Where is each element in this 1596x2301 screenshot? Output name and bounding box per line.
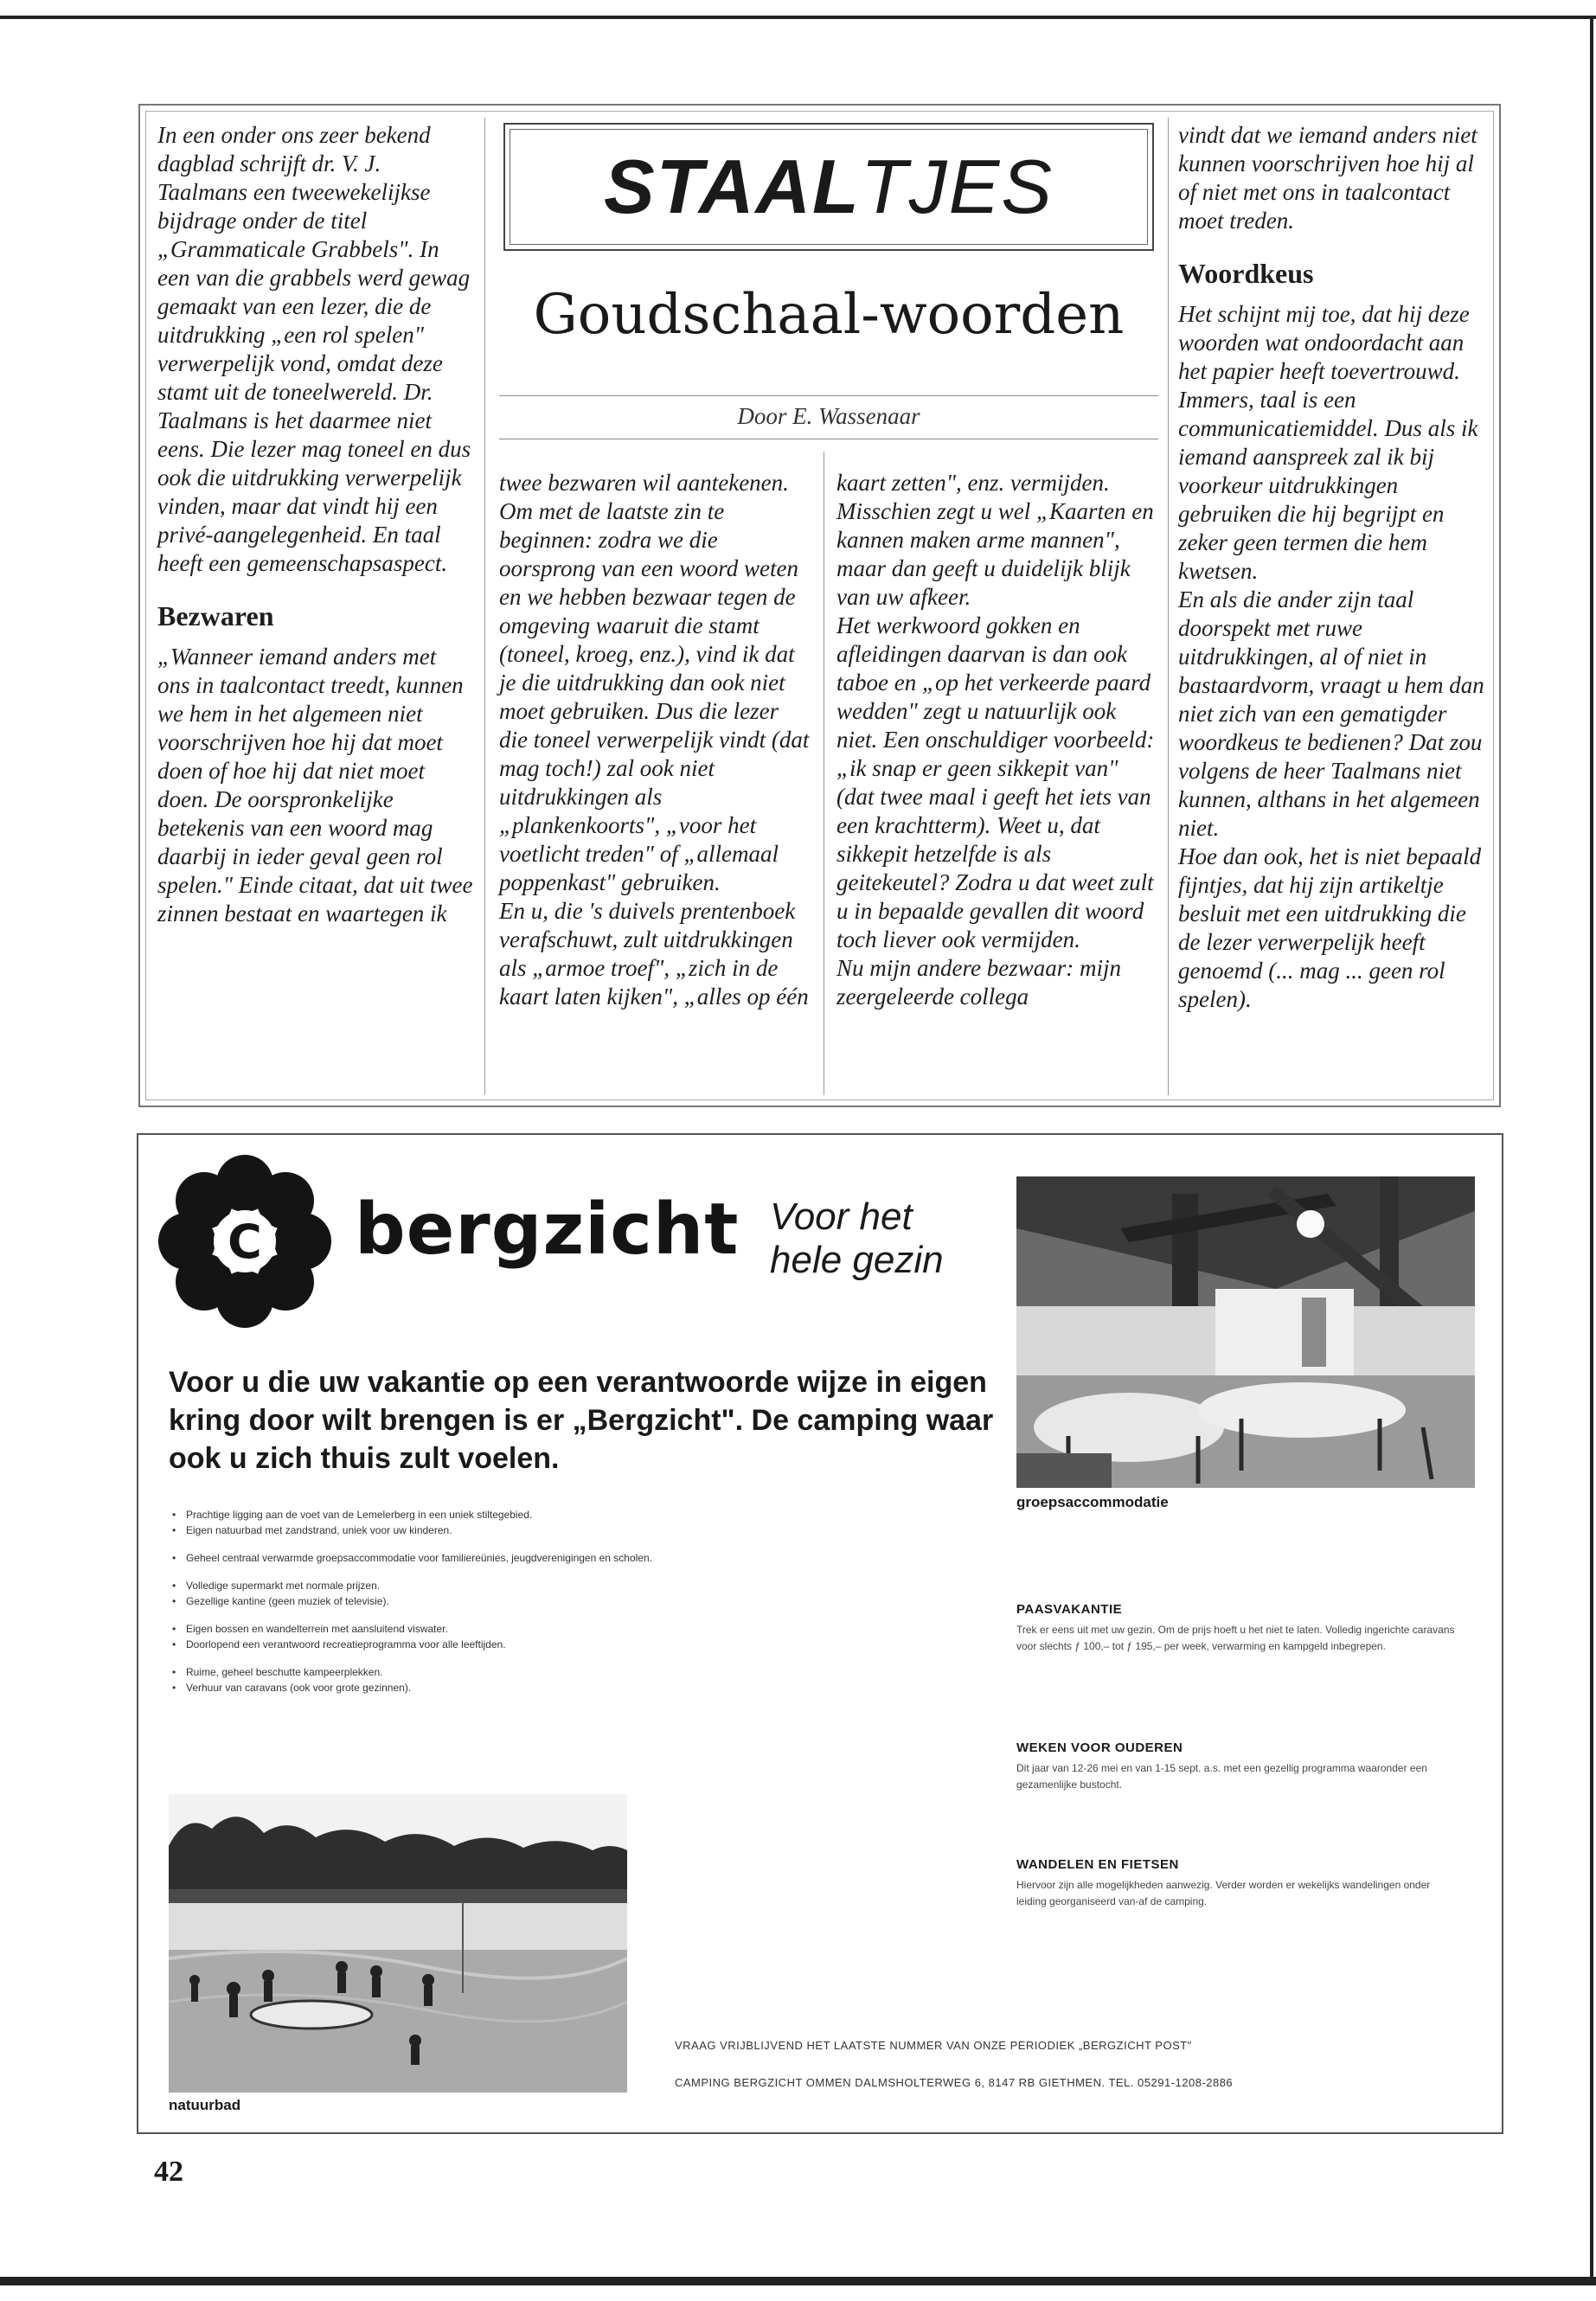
list-item: • Eigen natuurbad met zandstrand, uniek voor uw kinderen. [169, 1522, 1034, 1538]
logo-letter: C [228, 1215, 262, 1269]
bezwaren-paragraph: „Wanneer iemand anders met ons in taalcontact treedt, kunnen we hem in het algemeen niet voorschrijven hoe hij dat moet doen of hoe hij dat niet moet doen. De oorspronkelijke betekenis van een woord mag daarbij in ieder geval geen rol spelen." Einde citaat, dat uit twee zinnen bestaat en waartegen ik [157, 644, 473, 926]
bergzicht-flower-logo [154, 1150, 336, 1332]
paragraph: Het werkwoord gokken en afleidingen daarvan is dan ook taboe en „op het verkeerde paard wedden" zegt u natuurlijk ook niet. Een onschuldiger voorbeeld: „ik snap er geen sikkepit van" (dat twee maal i geeft het iets van een krachtterm). Weet u, dat sikkepit hetzelfde is als geitekeutel? Zodra u dat weet zult u in bepaalde gevallen dit woord toch liever ook vermijden. [836, 612, 1155, 952]
subheading-woordkeus: Woordkeus [1178, 258, 1314, 289]
periodical-request-line: VRAAG VRIJBLIJVEND HET LAATSTE NUMMER VAN ONZE PERIODIEK „BERGZICHT POST" [675, 2039, 1192, 2052]
list-item: • Volledige supermarkt met normale prijzen. [169, 1578, 1034, 1593]
article-column-2 [499, 469, 811, 1011]
caption-group-accommodation: groepsaccommodatie [1016, 1494, 1169, 1510]
paragraph: kaart zetten", enz. vermijden. Misschien zegt u wel „Kaarten en kannen maken arme mannen", maar dan geeft u duidelijk blijk van uw afkeer. [836, 470, 1154, 610]
article-byline: Door E. Wassenaar [499, 395, 1158, 430]
paragraph: Het schijnt mij toe, dat hij deze woorden wat ondoordacht aan het papier heeft toevertrouwd. Immers, taal is een communicatiemiddel. Dus als ik iemand aanspreek zal ik bij voorkeur uitdrukkingen gebruiken die hij begrijpt en zeker geen termen die hem kwetsen. [1178, 301, 1478, 584]
slogan: Voor het hele gezin [770, 1195, 944, 1281]
info-ouderen [1016, 1740, 1458, 1793]
article-staaltjes [138, 104, 1501, 1107]
page-edge-right [1590, 16, 1593, 2282]
article-column-3 [836, 469, 1157, 1011]
column-masthead [503, 123, 1154, 251]
group-accommodation-photo [1016, 1176, 1475, 1488]
article-headline: Goudschaal-woorden [533, 283, 1125, 347]
article-column-1 [157, 121, 473, 928]
info-title: WANDELEN EN FIETSEN [1016, 1857, 1179, 1872]
paragraph: En als die ander zijn taal doorspekt met ruwe uitdrukkingen, al of niet in bastaardvorm, vraagt u hem dan niet zich van een gematigder woordkeus te bedienen? Dat zou volgens de heer Taalmans niet kunnen, althans in het algemeen niet. [1178, 586, 1484, 841]
list-item: • Ruime, geheel beschutte kampeerplekken. [169, 1664, 1034, 1680]
info-body: Hiervoor zijn alle mogelijkheden aanwezig. Verder worden er wekelijks wandelingen onder leiding georganiseerd van-af de camping. [1016, 1879, 1431, 1907]
page-edge-bottom [0, 2277, 1596, 2285]
list-item: • Eigen bossen en wandelterrein met aansluitend viswater. [169, 1621, 1034, 1637]
intro-paragraph: In een onder ons zeer bekend dagblad schrijft dr. V. J. Taalmans een tweewekelijkse bijdrage onder de titel „Grammaticale Grabbels". In een van die grabbels werd gewag gemaakt van een lezer, die de uitdrukking „een rol spelen" verwerpelijk vond, omdat deze stamt uit de toneelwereld. Dr. Taalmans is het daarmee niet eens. Die lezer mag toneel en dus ook die uitdrukking verwerpelijk vinden, maar dat vindt hij een privé-aangelegenheid. En taal heeft een gemeenschapsaspect. [157, 122, 471, 576]
feature-list [169, 1507, 1034, 1695]
list-item: • Gezellige kantine (geen muziek of televisie). [169, 1593, 1034, 1609]
column-rule [1168, 118, 1169, 1095]
info-body: Dit jaar van 12-26 mei en van 1-15 sept. a.s. met een gezellig programma waaronder een gezamenlijke bustocht. [1016, 1762, 1427, 1791]
list-item: • Doorlopend een verantwoord recreatieprogramma voor alle leeftijden. [169, 1637, 1034, 1652]
paragraph: Nu mijn andere bezwaar: mijn zeergeleerde collega [836, 955, 1121, 1009]
page-edge-top [0, 16, 1596, 19]
paragraph: Om met de laatste zin te beginnen: zodra we die oorsprong van een woord weten en we hebben bezwaar tegen de omgeving waaruit die stamt (toneel, kroeg, enz.), vind ik dat je die uitdrukking dan ook niet moet gebruiken. Dus die lezer die toneel verwerpelijk vindt (dat mag toch!) zal ook niet uitdrukkingen als „plankenkoorts", „voor het voetlicht treden" of „allemaal poppenkast" gebruiken. [499, 498, 810, 895]
subheading-bezwaren: Bezwaren [157, 600, 274, 631]
info-body: Trek er eens uit met uw gezin. Om de prijs hoeft u het niet te laten. Volledig ingerichte caravans voor slechts ƒ 100,– tot ƒ 195,– per week, verwarming en kampgeld inbegrepen. [1016, 1624, 1455, 1652]
page-number: 42 [154, 2156, 183, 2188]
bergzicht-advertisement [137, 1133, 1503, 2134]
camping-address-line: CAMPING BERGZICHT OMMEN DALMSHOLTERWEG 6, 8147 RB GIETHMEN. TEL. 05291-1208-2886 [675, 2076, 1234, 2089]
info-paasvakantie [1016, 1602, 1458, 1655]
info-title: PAASVAKANTIE [1016, 1602, 1123, 1617]
article-column-4 [1178, 121, 1490, 1014]
masthead-title: STAALTJES [604, 144, 1054, 229]
column-rule [484, 118, 485, 1095]
natural-pool-photo [169, 1794, 627, 2093]
paragraph: En u, die 's duivels prentenboek verafschuwt, zult uitdrukkingen als „armoe troef", „zich in de kaart laten kijken", „alles op één [499, 898, 809, 1009]
paragraph: vindt dat we iemand anders niet kunnen voorschrijven hoe hij al of niet met ons in taalcontact moet treden. [1178, 122, 1477, 234]
list-item: • Verhuur van caravans (ook voor grote gezinnen). [169, 1680, 1034, 1695]
ad-intro-text: Voor u die uw vakantie op een verantwoorde wijze in eigen kring door wilt brengen is er „Bergzicht". De camping waar ook u zich thuis zult voelen. [169, 1366, 994, 1475]
paragraph: Hoe dan ook, het is niet bepaald fijntjes, dat hij zijn artikeltje besluit met een uitdrukking die de lezer verwerpelijk heeft genoemd (... mag ... geen rol spelen). [1178, 843, 1482, 1012]
info-title: WEKEN VOOR OUDEREN [1016, 1740, 1183, 1755]
info-wandelen [1016, 1857, 1458, 1910]
caption-natural-pool: natuurbad [169, 2097, 241, 2113]
list-item: • Geheel centraal verwarmde groepsaccommodatie voor familiereünies, jeugdverenigingen en scholen. [169, 1550, 1034, 1566]
paragraph: twee bezwaren wil aantekenen. [499, 470, 789, 496]
list-item: • Prachtige ligging aan de voet van de Lemelerberg in een uniek stiltegebied. [169, 1507, 1034, 1522]
brand-name: bergzicht [355, 1189, 740, 1271]
